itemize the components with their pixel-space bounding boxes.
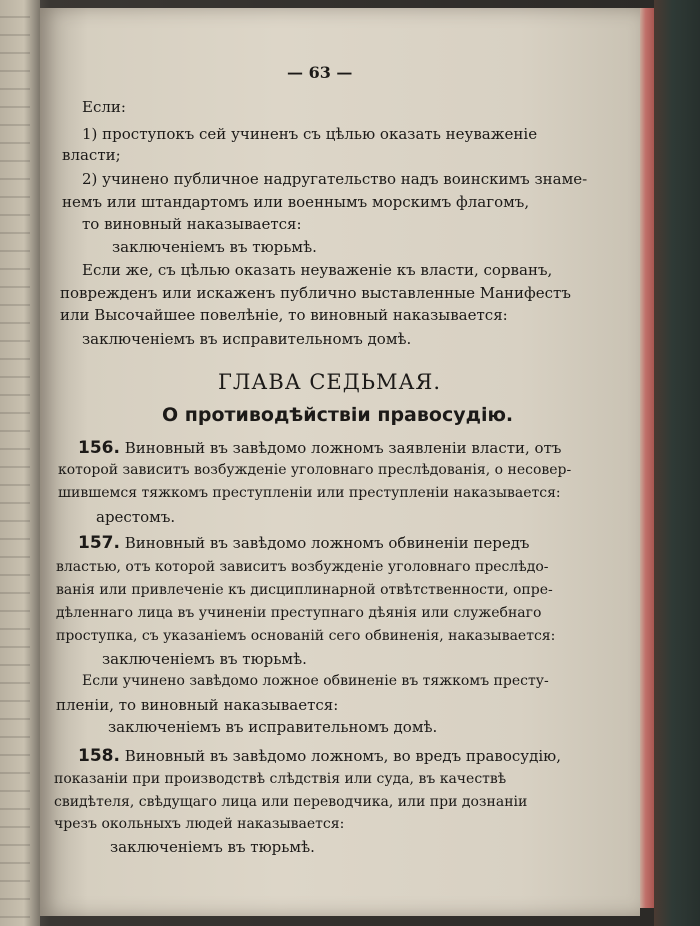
text-line: то виновный наказывается: <box>82 215 302 233</box>
section-number: 157. <box>78 533 120 553</box>
text-line: заключеніемъ въ тюрьмѣ. <box>102 650 307 668</box>
text-line: 1) проступокъ сей учиненъ съ цѣлью оказать неуваженіе <box>82 125 538 143</box>
text-line: заключеніемъ въ тюрьмѣ. <box>110 838 315 856</box>
text-line: Виновный въ завѣдомо ложномъ заявленіи власти, отъ <box>124 439 562 457</box>
section-157-first-line <box>78 533 529 553</box>
page-content <box>40 8 640 916</box>
text-line: арестомъ. <box>96 508 176 526</box>
left-page-text-fragment <box>0 0 30 926</box>
text-line: которой зависитъ возбужденіе уголовнаго преслѣдованія, о несовер- <box>58 462 572 478</box>
left-page-edge <box>0 0 40 926</box>
book-cover-edge <box>654 0 700 926</box>
text-line: чрезъ окольныхъ людей наказывается: <box>54 816 345 832</box>
chapter-title: О противодѣйствіи правосудію. <box>162 404 514 426</box>
section-number: 158. <box>78 746 120 766</box>
text-line: Если же, съ цѣлью оказать неуваженіе къ власти, сорванъ, <box>82 261 553 279</box>
page-number: — 63 — <box>287 63 353 82</box>
page-red-edge <box>640 8 654 908</box>
text-line: 2) учинено публичное надругательство надъ воинскимъ знаме- <box>82 170 588 188</box>
text-line: шившемся тяжкомъ преступленіи или преступленіи наказывается: <box>58 485 561 501</box>
section-156-first-line <box>78 438 561 458</box>
text-line: заключеніемъ въ исправительномъ домѣ. <box>108 718 438 736</box>
chapter-heading: ГЛАВА СЕДЬМАЯ. <box>218 370 442 394</box>
text-line: поврежденъ или искаженъ публично выставленные Манифестъ <box>60 284 571 302</box>
section-number: 156. <box>78 438 120 458</box>
text-line: показаніи при производствѣ слѣдствія или суда, въ качествѣ <box>54 771 507 787</box>
text-line: пленіи, то виновный наказывается: <box>56 696 339 714</box>
text-line: Виновный въ завѣдомо ложномъ обвиненіи передъ <box>124 534 530 552</box>
text-line: немъ или штандартомъ или военнымъ морскимъ флагомъ, <box>62 193 530 211</box>
text-line: Если учинено завѣдомо ложное обвиненіе въ тяжкомъ престу- <box>82 673 549 689</box>
text-line: проступка, съ указаніемъ основаній сего обвиненія, наказывается: <box>56 628 556 644</box>
book-page <box>40 8 640 916</box>
text-line: власти; <box>62 146 121 164</box>
text-line: заключеніемъ въ исправительномъ домѣ. <box>82 330 412 348</box>
text-line: властью, отъ которой зависитъ возбужденіе уголовнаго преслѣдо- <box>56 559 549 575</box>
text-line: Виновный въ завѣдомо ложномъ, во вредъ правосудію, <box>124 747 561 765</box>
text-line: или Высочайшее повелѣніе, то виновный наказывается: <box>60 306 508 324</box>
text-line: ванія или привлеченіе къ дисциплинарной отвѣтственности, опре- <box>56 582 553 598</box>
section-158-first-line <box>78 746 561 766</box>
text-line: свидѣтеля, свѣдущаго лица или переводчика, или при дознаніи <box>54 794 528 810</box>
text-line: Если: <box>82 98 126 116</box>
text-line: заключеніемъ въ тюрьмѣ. <box>112 238 317 256</box>
text-line: дѣленнаго лица въ учиненіи преступнаго дѣянія или служебнаго <box>56 605 542 621</box>
